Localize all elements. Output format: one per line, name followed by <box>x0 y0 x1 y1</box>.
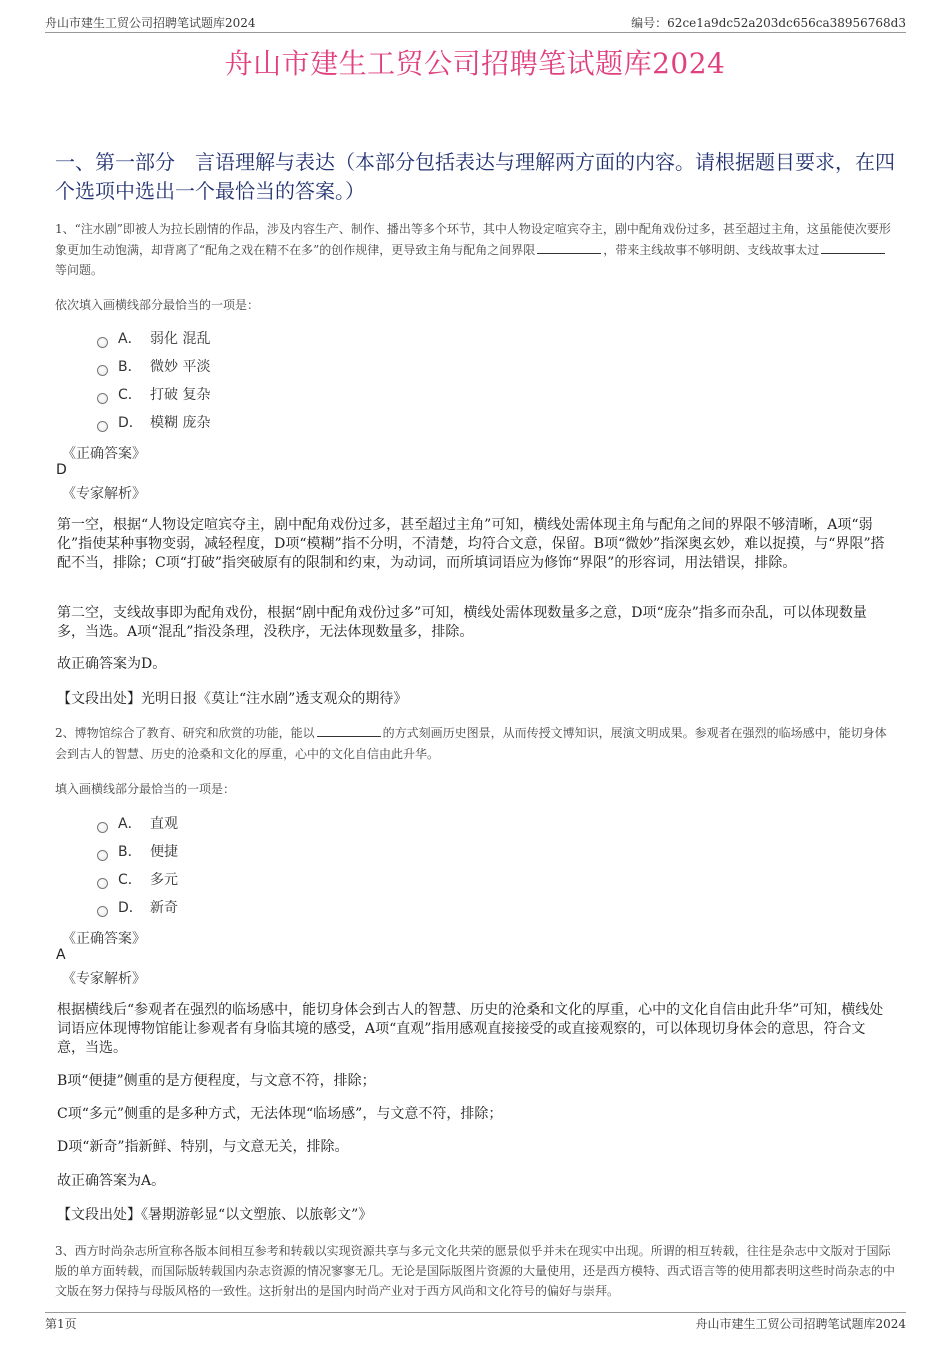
question-1-option-c[interactable] <box>97 385 210 405</box>
radio-button-icon[interactable] <box>97 822 108 833</box>
page-number: 第1页 <box>45 1317 77 1331</box>
question-3-text: 3、西方时尚杂志所宣称各版本间相互参考和转载以实现资源共享与多元文化共荣的愿景似乎并未在现实中出现。所谓的相互转载，往往是杂志中文版对于国际版的单方面转载，而国际版转载国内杂志资源的情况寥寥无几。无论是国际版图片资源的大量使用，还是西方模特、西式语言等的使用都表明这些时尚杂志的中文版在努力保持与母版风格的一致性。这折射出的是国内时尚产业对于西方风尚和文化符号的偏好与崇拜。 <box>55 1244 896 1298</box>
radio-button-icon[interactable] <box>97 906 108 917</box>
question-1-analysis-paragraph: 第一空，根据“人物设定喧宾夺主，剧中配角戏份过多，甚至超过主角”可知，横线处需体现主角与配角之间的界限不够清晰，A项“弱化”指使某种事物变弱，减轻程度，D项“模糊”指不分明，不清楚，均符合文意，保留。B项“微妙”指深奥玄妙，难以捉摸，与“界限”搭配不当，排除；C项“打破”指突破原有的限制和约束，为动词，而所填词语应为修饰“界限”的形容词，用法错误，排除。 <box>57 517 885 571</box>
header-doc-id: 编号：62ce1a9dc52a203dc656ca38956768d3 <box>631 16 906 30</box>
question-1-blank-1 <box>537 241 601 254</box>
radio-button-icon[interactable] <box>97 878 108 889</box>
question-2-analysis-paragraph: 根据横线后“参观者在强烈的临场感中，能切身体会到古人的智慧、历史的沧桑和文化的厚重，心中的文化自信由此升华”可知，横线处词语应体现博物馆能让参观者有身临其境的感受，A项“直观”指用感观直接接受的或直接观察的，可以体现切身体会的意思，符合文意，当选。 <box>57 1002 884 1056</box>
question-1-answer: D <box>56 462 67 478</box>
option-letter: A． <box>118 816 142 832</box>
option-text: 打破 复杂 <box>150 387 211 403</box>
question-2-answer-label: 《正确答案》 <box>62 931 146 947</box>
header-divider <box>45 32 906 33</box>
question-1-option-d[interactable] <box>97 413 210 433</box>
radio-button-icon[interactable] <box>97 365 108 376</box>
question-2-option-a[interactable] <box>97 814 178 834</box>
question-1-prompt: 依次填入画横线部分最恰当的一项是： <box>55 298 260 312</box>
question-1-option-b[interactable] <box>97 357 210 377</box>
question-2-option-d[interactable] <box>97 898 178 918</box>
question-2-blank <box>317 724 381 737</box>
option-text: 模糊 庞杂 <box>150 415 211 431</box>
question-1-option-a[interactable] <box>97 329 210 349</box>
option-text: 弱化 混乱 <box>150 331 211 347</box>
question-2-text <box>55 723 897 764</box>
question-1-analysis-paragraph: 第二空，支线故事即为配角戏份，根据“剧中配角戏份过多”可知，横线处需体现数量多之意，D项“庞杂”指多而杂乱，可以体现数量多，当选。A项“混乱”指没条理，没秩序，无法体现数量多，排除。 <box>57 605 867 640</box>
question-2-option-b[interactable] <box>97 842 178 862</box>
question-2-analysis-label: 《专家解析》 <box>62 971 146 987</box>
option-letter: B． <box>118 359 142 375</box>
option-text: 便捷 <box>150 844 178 860</box>
question-1-analysis-label: 《专家解析》 <box>62 486 146 502</box>
option-letter: C． <box>118 387 142 403</box>
question-1-text-part-b: ，带来主线故事不够明朗、支线故事太过 <box>603 242 820 257</box>
question-2-answer: A <box>56 947 66 963</box>
page-title: 舟山市建生工贸公司招聘笔试题库2024 <box>224 47 726 80</box>
question-2-text-part-a: 2、博物馆综合了教育、研究和欣赏的功能，能以 <box>55 726 315 740</box>
radio-button-icon[interactable] <box>97 850 108 861</box>
header-doc-title: 舟山市建生工贸公司招聘笔试题库2024 <box>45 16 256 30</box>
question-1-text <box>55 219 897 281</box>
question-1-conclusion: 故正确答案为D。 <box>57 656 167 672</box>
option-text: 微妙 平淡 <box>150 359 211 375</box>
question-1-text-part-a: 1、“注水剧”即被人为拉长剧情的作品，涉及内容生产、制作、播出等多个环节，其中人物设定喧宾夺主，剧中配角戏份过多，甚至超过主角，这虽能使次要形象更加生动饱满，却背离了“配角之戏在精不在多”的创作规律，更导致主角与配角之间界限 <box>55 222 891 257</box>
option-text: 多元 <box>150 872 178 888</box>
question-1-text-part-c: 等问题。 <box>55 263 104 277</box>
section-heading: 一、第一部分 言语理解与表达（本部分包括表达与理解两方面的内容。请根据题目要求，在四个选项中选出一个最恰当的答案。） <box>55 150 895 203</box>
question-2-option-c[interactable] <box>97 870 178 890</box>
option-letter: A． <box>118 331 142 347</box>
option-letter: C． <box>118 872 142 888</box>
radio-button-icon[interactable] <box>97 421 108 432</box>
option-text: 直观 <box>150 816 178 832</box>
radio-button-icon[interactable] <box>97 393 108 404</box>
footer-divider <box>45 1312 906 1313</box>
footer-doc-title: 舟山市建生工贸公司招聘笔试题库2024 <box>695 1317 906 1331</box>
radio-button-icon[interactable] <box>97 337 108 348</box>
option-text: 新奇 <box>150 900 178 916</box>
option-letter: D． <box>118 415 143 431</box>
option-letter: D． <box>118 900 143 916</box>
question-1-source: 【文段出处】光明日报《莫让“注水剧”透支观众的期待》 <box>57 691 408 707</box>
question-2-prompt: 填入画横线部分最恰当的一项是： <box>55 782 236 796</box>
question-2-text-part-b: 的方式刻画历史图景，从而传授文博知识，展演文明成果。参观者在强烈的临场感中，能切身体会到古人的智慧、历史的沧桑和文化的厚重，心中的文化自信由此升华。 <box>55 726 887 761</box>
option-letter: B． <box>118 844 142 860</box>
question-2-source: 【文段出处】《暑期游彰显“以文塑旅、以旅彰文”》 <box>57 1207 373 1223</box>
question-2-analysis-paragraph: B项“便捷”侧重的是方便程度，与文意不符，排除； <box>57 1073 376 1089</box>
question-2-analysis-paragraph: C项“多元”侧重的是多种方式，无法体现“临场感”，与文意不符，排除； <box>57 1106 503 1122</box>
question-2-analysis-paragraph: D项“新奇”指新鲜、特别，与文意无关，排除。 <box>57 1139 349 1155</box>
question-2-conclusion: 故正确答案为A。 <box>57 1173 166 1189</box>
question-1-answer-label: 《正确答案》 <box>62 446 146 462</box>
question-1-blank-2 <box>821 241 885 254</box>
